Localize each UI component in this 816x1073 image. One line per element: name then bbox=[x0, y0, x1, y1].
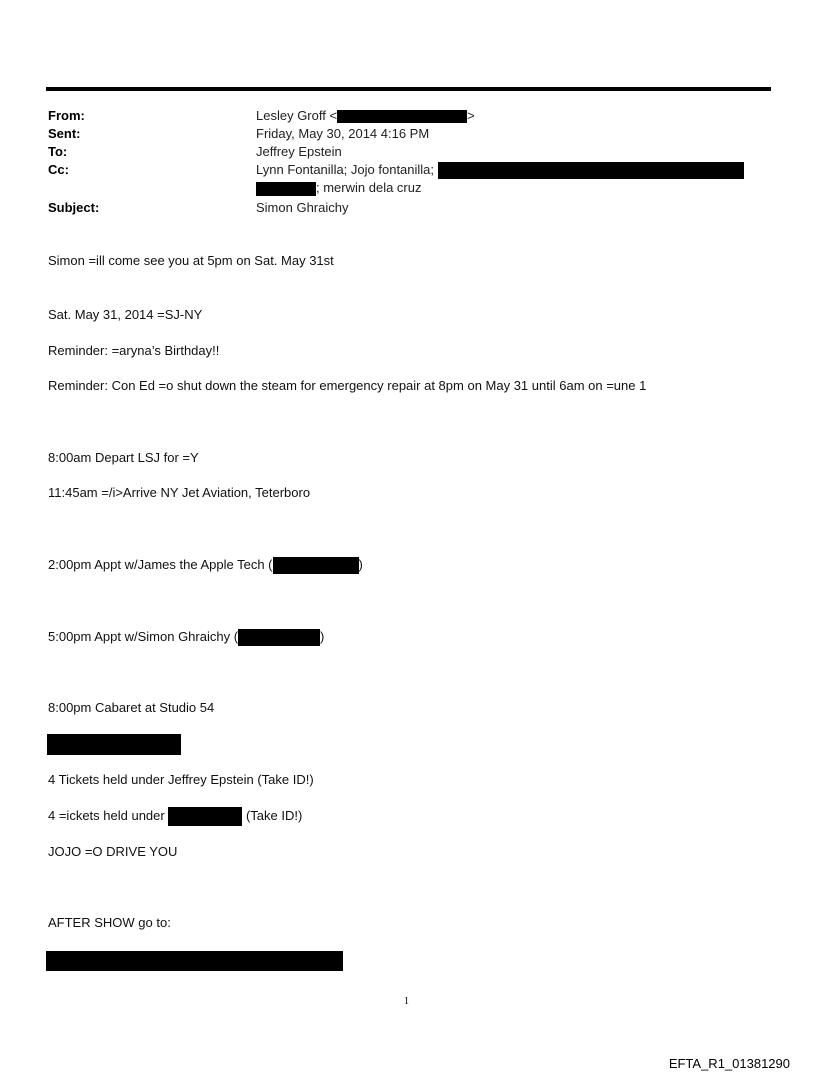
body-line-depart: 8:00am Depart LSJ for =Y bbox=[48, 450, 199, 465]
cc-line-2 bbox=[256, 179, 421, 197]
body-line-after-show: AFTER SHOW go to: bbox=[48, 915, 171, 930]
redacted-cc-recipients bbox=[438, 162, 744, 179]
tickets-2-take-id: (Take ID!) bbox=[245, 808, 303, 823]
cc-line-1 bbox=[256, 161, 744, 179]
footer-document-id: EFTA_R1_01381290 bbox=[668, 1056, 790, 1071]
redacted-address bbox=[46, 951, 343, 971]
body-line-tickets-2 bbox=[48, 807, 302, 826]
cc-recipients: Lynn Fontanilla; Jojo fontanilla; bbox=[256, 162, 435, 177]
to-label: To: bbox=[48, 144, 68, 159]
body-line-tickets-1: 4 Tickets held under Jeffrey Epstein (Take ID!) bbox=[48, 772, 314, 787]
sent-value: Friday, May 30, 2014 4:16 PM bbox=[256, 126, 430, 141]
body-line-jojo: JOJO =O DRIVE YOU bbox=[48, 844, 178, 859]
page-number: 1 bbox=[404, 996, 409, 1007]
from-close-bracket: > bbox=[467, 108, 475, 123]
from-value bbox=[256, 107, 475, 125]
body-line-reminder-birthday: Reminder: =aryna’s Birthday!! bbox=[48, 343, 220, 358]
cc-recipient-merwin: ; merwin dela cruz bbox=[316, 180, 422, 195]
redacted-email bbox=[337, 110, 467, 123]
redacted-name bbox=[168, 807, 242, 826]
body-line-apple-appt bbox=[48, 556, 363, 574]
tickets-2-text: 4 =ickets held under bbox=[48, 808, 165, 823]
subject-value: Simon Ghraichy bbox=[256, 200, 349, 215]
from-label: From: bbox=[48, 108, 85, 123]
from-open-bracket: < bbox=[329, 108, 338, 123]
redacted-phone bbox=[273, 557, 359, 574]
body-line-cabaret: 8:00pm Cabaret at Studio 54 bbox=[48, 700, 215, 715]
to-value: Jeffrey Epstein bbox=[256, 144, 342, 159]
redacted-cc-recipient bbox=[256, 182, 316, 196]
body-line-arrive: 11:45am =/i>Arrive NY Jet Aviation, Teterboro bbox=[48, 485, 311, 500]
from-name: Lesley Groff bbox=[256, 108, 326, 123]
simon-appt-close: ) bbox=[320, 629, 325, 644]
body-line-reminder-coned: Reminder: Con Ed =o shut down the steam for emergency repair at 8pm on May 31 until 6am on =une 1 bbox=[48, 378, 647, 393]
body-line-simon-appt bbox=[48, 628, 324, 646]
redacted-block bbox=[47, 734, 181, 755]
body-line-simon: Simon =ill come see you at 5pm on Sat. May 31st bbox=[48, 253, 334, 268]
apple-appt-text: 2:00pm Appt w/James the Apple Tech ( bbox=[48, 557, 273, 572]
redacted-phone bbox=[238, 629, 320, 646]
cc-label: Cc: bbox=[48, 162, 69, 177]
body-line-date: Sat. May 31, 2014 =SJ-NY bbox=[48, 307, 203, 322]
subject-label: Subject: bbox=[48, 200, 100, 215]
header-rule bbox=[46, 87, 771, 91]
sent-label: Sent: bbox=[48, 126, 81, 141]
simon-appt-text: 5:00pm Appt w/Simon Ghraichy ( bbox=[48, 629, 239, 644]
apple-appt-close: ) bbox=[358, 557, 363, 572]
